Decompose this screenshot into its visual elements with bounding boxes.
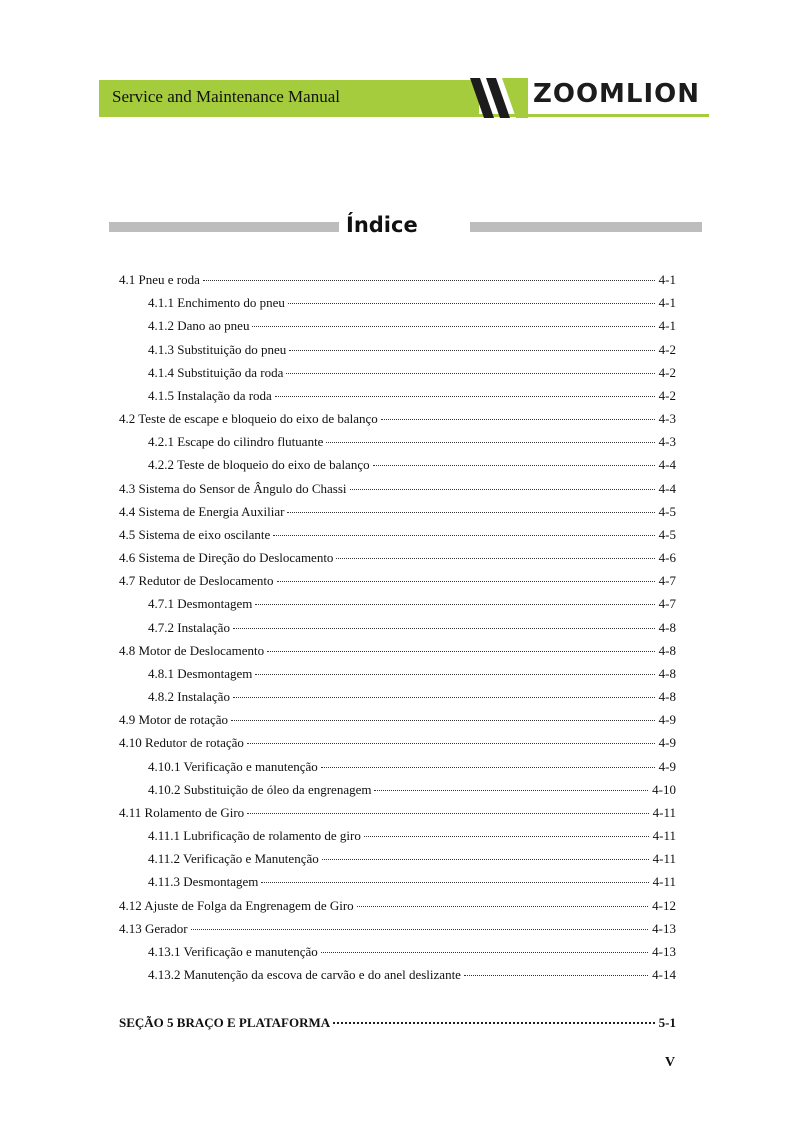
toc-entry[interactable] bbox=[119, 898, 676, 914]
toc-leader bbox=[255, 674, 654, 675]
toc-entry[interactable] bbox=[148, 620, 676, 636]
toc-entry-page: 4-2 bbox=[658, 364, 676, 380]
toc-entry-label: 4.2.1 Escape do cilindro flutuante bbox=[148, 434, 324, 450]
toc-leader bbox=[357, 906, 648, 907]
toc-entry-page: 4-8 bbox=[658, 619, 676, 635]
toc-leader bbox=[289, 350, 654, 351]
toc-entry[interactable] bbox=[119, 921, 676, 937]
manual-title: Service and Maintenance Manual bbox=[112, 87, 340, 106]
toc-entry-page: 4-5 bbox=[658, 503, 676, 519]
toc-leader bbox=[321, 767, 655, 768]
toc-entry-label: 4.13.1 Verificação e manutenção bbox=[148, 943, 318, 959]
toc-entry-label: 4.11.2 Verificação e Manutenção bbox=[148, 851, 319, 867]
toc-leader bbox=[273, 535, 654, 536]
toc-leader bbox=[464, 975, 648, 976]
toc-leader bbox=[326, 442, 654, 443]
toc-entry-page: 4-7 bbox=[658, 573, 676, 589]
toc-entry[interactable] bbox=[148, 967, 676, 983]
toc-leader bbox=[350, 489, 655, 490]
toc-entry[interactable] bbox=[148, 365, 676, 381]
toc-entry[interactable] bbox=[148, 596, 676, 612]
toc-leader bbox=[364, 836, 649, 837]
toc-entry-page: 4-8 bbox=[658, 642, 676, 658]
toc-entry[interactable] bbox=[148, 874, 676, 890]
toc-entry[interactable] bbox=[148, 342, 676, 358]
toc-entry-label: 4.1.1 Enchimento do pneu bbox=[148, 295, 285, 311]
toc-entry[interactable] bbox=[119, 550, 676, 566]
toc-entry[interactable] bbox=[148, 759, 676, 775]
toc-leader bbox=[203, 280, 655, 281]
toc-entry-page: 4-11 bbox=[652, 828, 676, 844]
toc-entry[interactable] bbox=[148, 944, 676, 960]
toc-leader bbox=[233, 628, 655, 629]
toc-leader bbox=[275, 396, 655, 397]
toc-leader bbox=[374, 790, 648, 791]
toc-leader bbox=[373, 465, 655, 466]
toc-entry-label: 4.8.1 Desmontagem bbox=[148, 665, 253, 681]
toc-entry-label: 4.1 Pneu e roda bbox=[119, 272, 200, 287]
toc-entry-label: 4.11 Rolamento de Giro bbox=[119, 804, 245, 820]
toc-leader bbox=[233, 697, 655, 698]
toc-entry-label: 4.8.2 Instalação bbox=[148, 689, 230, 705]
toc-leader bbox=[247, 743, 655, 744]
toc-entry[interactable] bbox=[119, 735, 676, 751]
toc-entry[interactable] bbox=[148, 295, 676, 311]
toc-entry-page: 4-9 bbox=[658, 758, 676, 774]
toc-leader bbox=[321, 952, 648, 953]
toc-entry-label: 4.10.2 Substituição de óleo da engrenagem bbox=[148, 781, 372, 797]
toc-leader bbox=[267, 651, 655, 652]
toc-leader bbox=[255, 604, 654, 605]
toc-entry-label: 4.11.3 Desmontagem bbox=[148, 874, 259, 890]
toc-entry-label: 4.9 Motor de rotação bbox=[119, 712, 229, 728]
toc-entry-page: 4-11 bbox=[652, 804, 676, 820]
page-title: Índice bbox=[346, 213, 418, 237]
toc-entry[interactable] bbox=[148, 689, 676, 705]
toc-entry[interactable] bbox=[119, 411, 676, 427]
toc-leader bbox=[286, 373, 654, 374]
toc-entry[interactable] bbox=[148, 851, 676, 867]
toc-entry-label: 4.13.2 Manutenção da escova de carvão e do anel deslizante bbox=[148, 967, 461, 983]
toc-entry-label: 4.6 Sistema de Direção do Deslocamento bbox=[119, 550, 334, 566]
toc-entry[interactable] bbox=[148, 457, 676, 473]
toc-entry-label: 4.4 Sistema de Energia Auxiliar bbox=[119, 503, 285, 519]
toc-entry-label: 4.8 Motor de Deslocamento bbox=[119, 642, 265, 658]
toc-entry-label: 4.1.3 Substituição do pneu bbox=[148, 341, 287, 357]
toc-entry[interactable] bbox=[119, 481, 676, 497]
toc-entry-label: 4.1.4 Substituição da roda bbox=[148, 364, 284, 380]
toc-entry-page: 4-9 bbox=[658, 712, 676, 728]
toc-entry-page: 4-13 bbox=[652, 920, 676, 936]
toc-entry[interactable] bbox=[119, 643, 676, 659]
toc-entry-page: 4-12 bbox=[652, 897, 676, 913]
toc-entry[interactable] bbox=[148, 828, 676, 844]
toc-entry-label: 4.7.1 Desmontagem bbox=[148, 596, 253, 612]
toc-leader bbox=[191, 929, 649, 930]
toc-entry[interactable] bbox=[119, 527, 676, 543]
toc-entry-page: 4-1 bbox=[658, 272, 676, 287]
toc-entry[interactable] bbox=[119, 805, 676, 821]
toc-entry-label: 4.13 Gerador bbox=[119, 920, 188, 936]
toc-section-page: 5-1 bbox=[658, 1015, 676, 1030]
toc-entry-label: 4.2 Teste de escape e bloqueio do eixo de balanço bbox=[119, 411, 378, 427]
toc-entry-label: 4.2.2 Teste de bloqueio do eixo de balanço bbox=[148, 457, 370, 473]
toc-entry-page: 4-4 bbox=[658, 457, 676, 473]
toc-leader bbox=[261, 882, 648, 883]
toc-entry-page: 4-3 bbox=[658, 411, 676, 427]
toc-leader bbox=[336, 558, 654, 559]
toc-section-label: SEÇÃO 5 BRAÇO E PLATAFORMA bbox=[119, 1015, 331, 1030]
toc-leader bbox=[333, 1022, 655, 1024]
toc-entry-label: 4.3 Sistema do Sensor de Ângulo do Chassi bbox=[119, 480, 347, 496]
toc-entry-page: 4-13 bbox=[652, 943, 676, 959]
toc-entry[interactable] bbox=[148, 388, 676, 404]
toc-entry[interactable] bbox=[119, 573, 676, 589]
toc-entry-label: 4.1.5 Instalação da roda bbox=[148, 387, 272, 403]
toc-entry-page: 4-5 bbox=[658, 526, 676, 542]
toc-leader bbox=[288, 303, 655, 304]
brand-name: ZOOMLION bbox=[533, 79, 701, 109]
toc-entry-label: 4.5 Sistema de eixo oscilante bbox=[119, 526, 271, 542]
toc-leader bbox=[381, 419, 655, 420]
toc-entry-page: 4-2 bbox=[658, 341, 676, 357]
toc-entry-page: 4-1 bbox=[658, 318, 676, 334]
toc-entry-page: 4-11 bbox=[652, 851, 676, 867]
toc-leader bbox=[247, 813, 648, 814]
toc-entry-page: 4-10 bbox=[652, 781, 676, 797]
toc-entry-label: 4.10 Redutor de rotação bbox=[119, 735, 244, 751]
toc-leader bbox=[322, 859, 649, 860]
toc-entry-page: 4-1 bbox=[658, 295, 676, 311]
page-number: V bbox=[665, 1055, 676, 1070]
toc-entry[interactable] bbox=[148, 666, 676, 682]
toc-entry-page: 4-9 bbox=[658, 735, 676, 751]
toc-entry-page: 4-11 bbox=[652, 874, 676, 890]
toc-section-entry[interactable] bbox=[119, 1015, 676, 1031]
toc-entry[interactable] bbox=[148, 434, 676, 450]
toc-leader bbox=[252, 326, 654, 327]
toc-entry-label: 4.11.1 Lubrificação de rolamento de giro bbox=[148, 828, 361, 844]
toc-leader bbox=[277, 581, 655, 582]
toc-entry-label: 4.12 Ajuste de Folga da Engrenagem de Giro bbox=[119, 897, 354, 913]
toc-leader bbox=[287, 512, 654, 513]
toc-entry[interactable] bbox=[148, 782, 676, 798]
toc-entry-page: 4-8 bbox=[658, 665, 676, 681]
toc-entry-page: 4-8 bbox=[658, 689, 676, 705]
toc-entry-label: 4.1.2 Dano ao pneu bbox=[148, 318, 250, 334]
toc-entry-label: 4.10.1 Verificação e manutenção bbox=[148, 758, 318, 774]
toc-entry-page: 4-6 bbox=[658, 550, 676, 566]
toc-entry-label: 4.7.2 Instalação bbox=[148, 619, 230, 635]
toc-entry-label: 4.7 Redutor de Deslocamento bbox=[119, 573, 274, 589]
toc-entry[interactable] bbox=[119, 272, 676, 288]
toc-entry-page: 4-3 bbox=[658, 434, 676, 450]
toc-entry[interactable] bbox=[119, 712, 676, 728]
toc-leader bbox=[231, 720, 655, 721]
toc-entry[interactable] bbox=[119, 504, 676, 520]
toc-entry-page: 4-2 bbox=[658, 387, 676, 403]
toc-entry-page: 4-4 bbox=[658, 480, 676, 496]
toc-entry[interactable] bbox=[148, 318, 676, 334]
toc-entry-page: 4-14 bbox=[652, 967, 676, 983]
toc-entry-page: 4-7 bbox=[658, 596, 676, 612]
